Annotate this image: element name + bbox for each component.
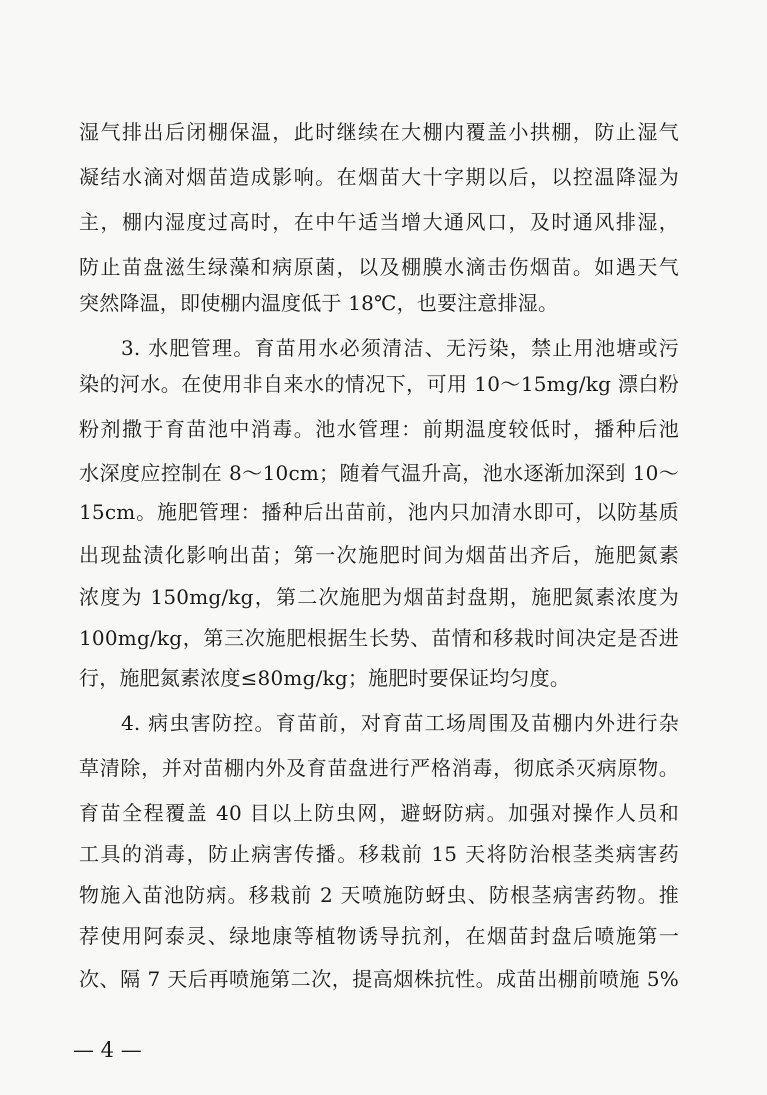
text-line-2: 凝结水滴对烟苗造成影响。在烟苗大十字期以后，以控温降湿为 (79, 165, 679, 189)
text-line-14: 行，施肥氮素浓度≤80mg/kg；施肥时要保证均匀度。 (79, 666, 571, 690)
text-line-11: 出现盐渍化影响出苗；第一次施肥时间为烟苗出齐后，施肥氮素 (79, 543, 679, 567)
text-line-5: 突然降温，即使棚内温度低于 18℃，也要注意排湿。 (79, 291, 559, 315)
text-line-9: 水深度应控制在 8～10cm；随着气温升高，池水逐渐加深到 10～ (79, 461, 679, 485)
text-line-19: 物施入苗池防病。移栽前 2 天喷施防蚜虫、防根茎病害药物。推 (79, 883, 679, 907)
text-line-21: 次、隔 7 天后再喷施第二次，提高烟株抗性。成苗出棚前喷施 5% (79, 967, 679, 991)
section-heading-water-fertilizer: 3. 水肥管理。育苗用水必须清洁、无污染，禁止用池塘或污 (121, 336, 679, 360)
text-line-16: 草清除，并对苗棚内外及育苗盘进行严格消毒，彻底杀灭病原物。 (79, 756, 679, 780)
text-line-17: 育苗全程覆盖 40 目以上防虫网，避蚜防病。加强对操作人员和 (79, 801, 679, 825)
text-line-20: 荐使用阿泰灵、绿地康等植物诱导抗剂，在烟苗封盘后喷施第一 (79, 924, 679, 948)
text-line-8: 粉剂撒于育苗池中消毒。池水管理：前期温度较低时，播种后池 (79, 417, 679, 441)
section-heading-pest-control: 4. 病虫害防控。育苗前，对育苗工场周围及苗棚内外进行杂 (121, 711, 679, 735)
text-line-4: 防止苗盘滋生绿藻和病原菌，以及棚膜水滴击伤烟苗。如遇天气 (79, 255, 679, 279)
text-line-12: 浓度为 150mg/kg，第二次施肥为烟苗封盘期，施肥氮素浓度为 (79, 585, 679, 609)
text-line-1: 湿气排出后闭棚保温，此时继续在大棚内覆盖小拱棚，防止湿气 (79, 120, 679, 144)
text-line-13: 100mg/kg，第三次施肥根据生长势、苗情和移栽时间决定是否进 (79, 626, 679, 650)
text-line-3: 主，棚内湿度过高时，在中午适当增大通风口，及时通风排湿， (79, 210, 679, 234)
text-line-7: 染的河水。在使用非自来水的情况下，可用 10～15mg/kg 漂白粉 (79, 372, 679, 396)
page-number: — 4 — (73, 1038, 142, 1062)
text-line-10: 15cm。施肥管理：播种后出苗前，池内只加清水即可，以防基质 (79, 500, 679, 524)
text-line-18: 工具的消毒，防止病害传播。移栽前 15 天将防治根茎类病害药 (79, 842, 679, 866)
